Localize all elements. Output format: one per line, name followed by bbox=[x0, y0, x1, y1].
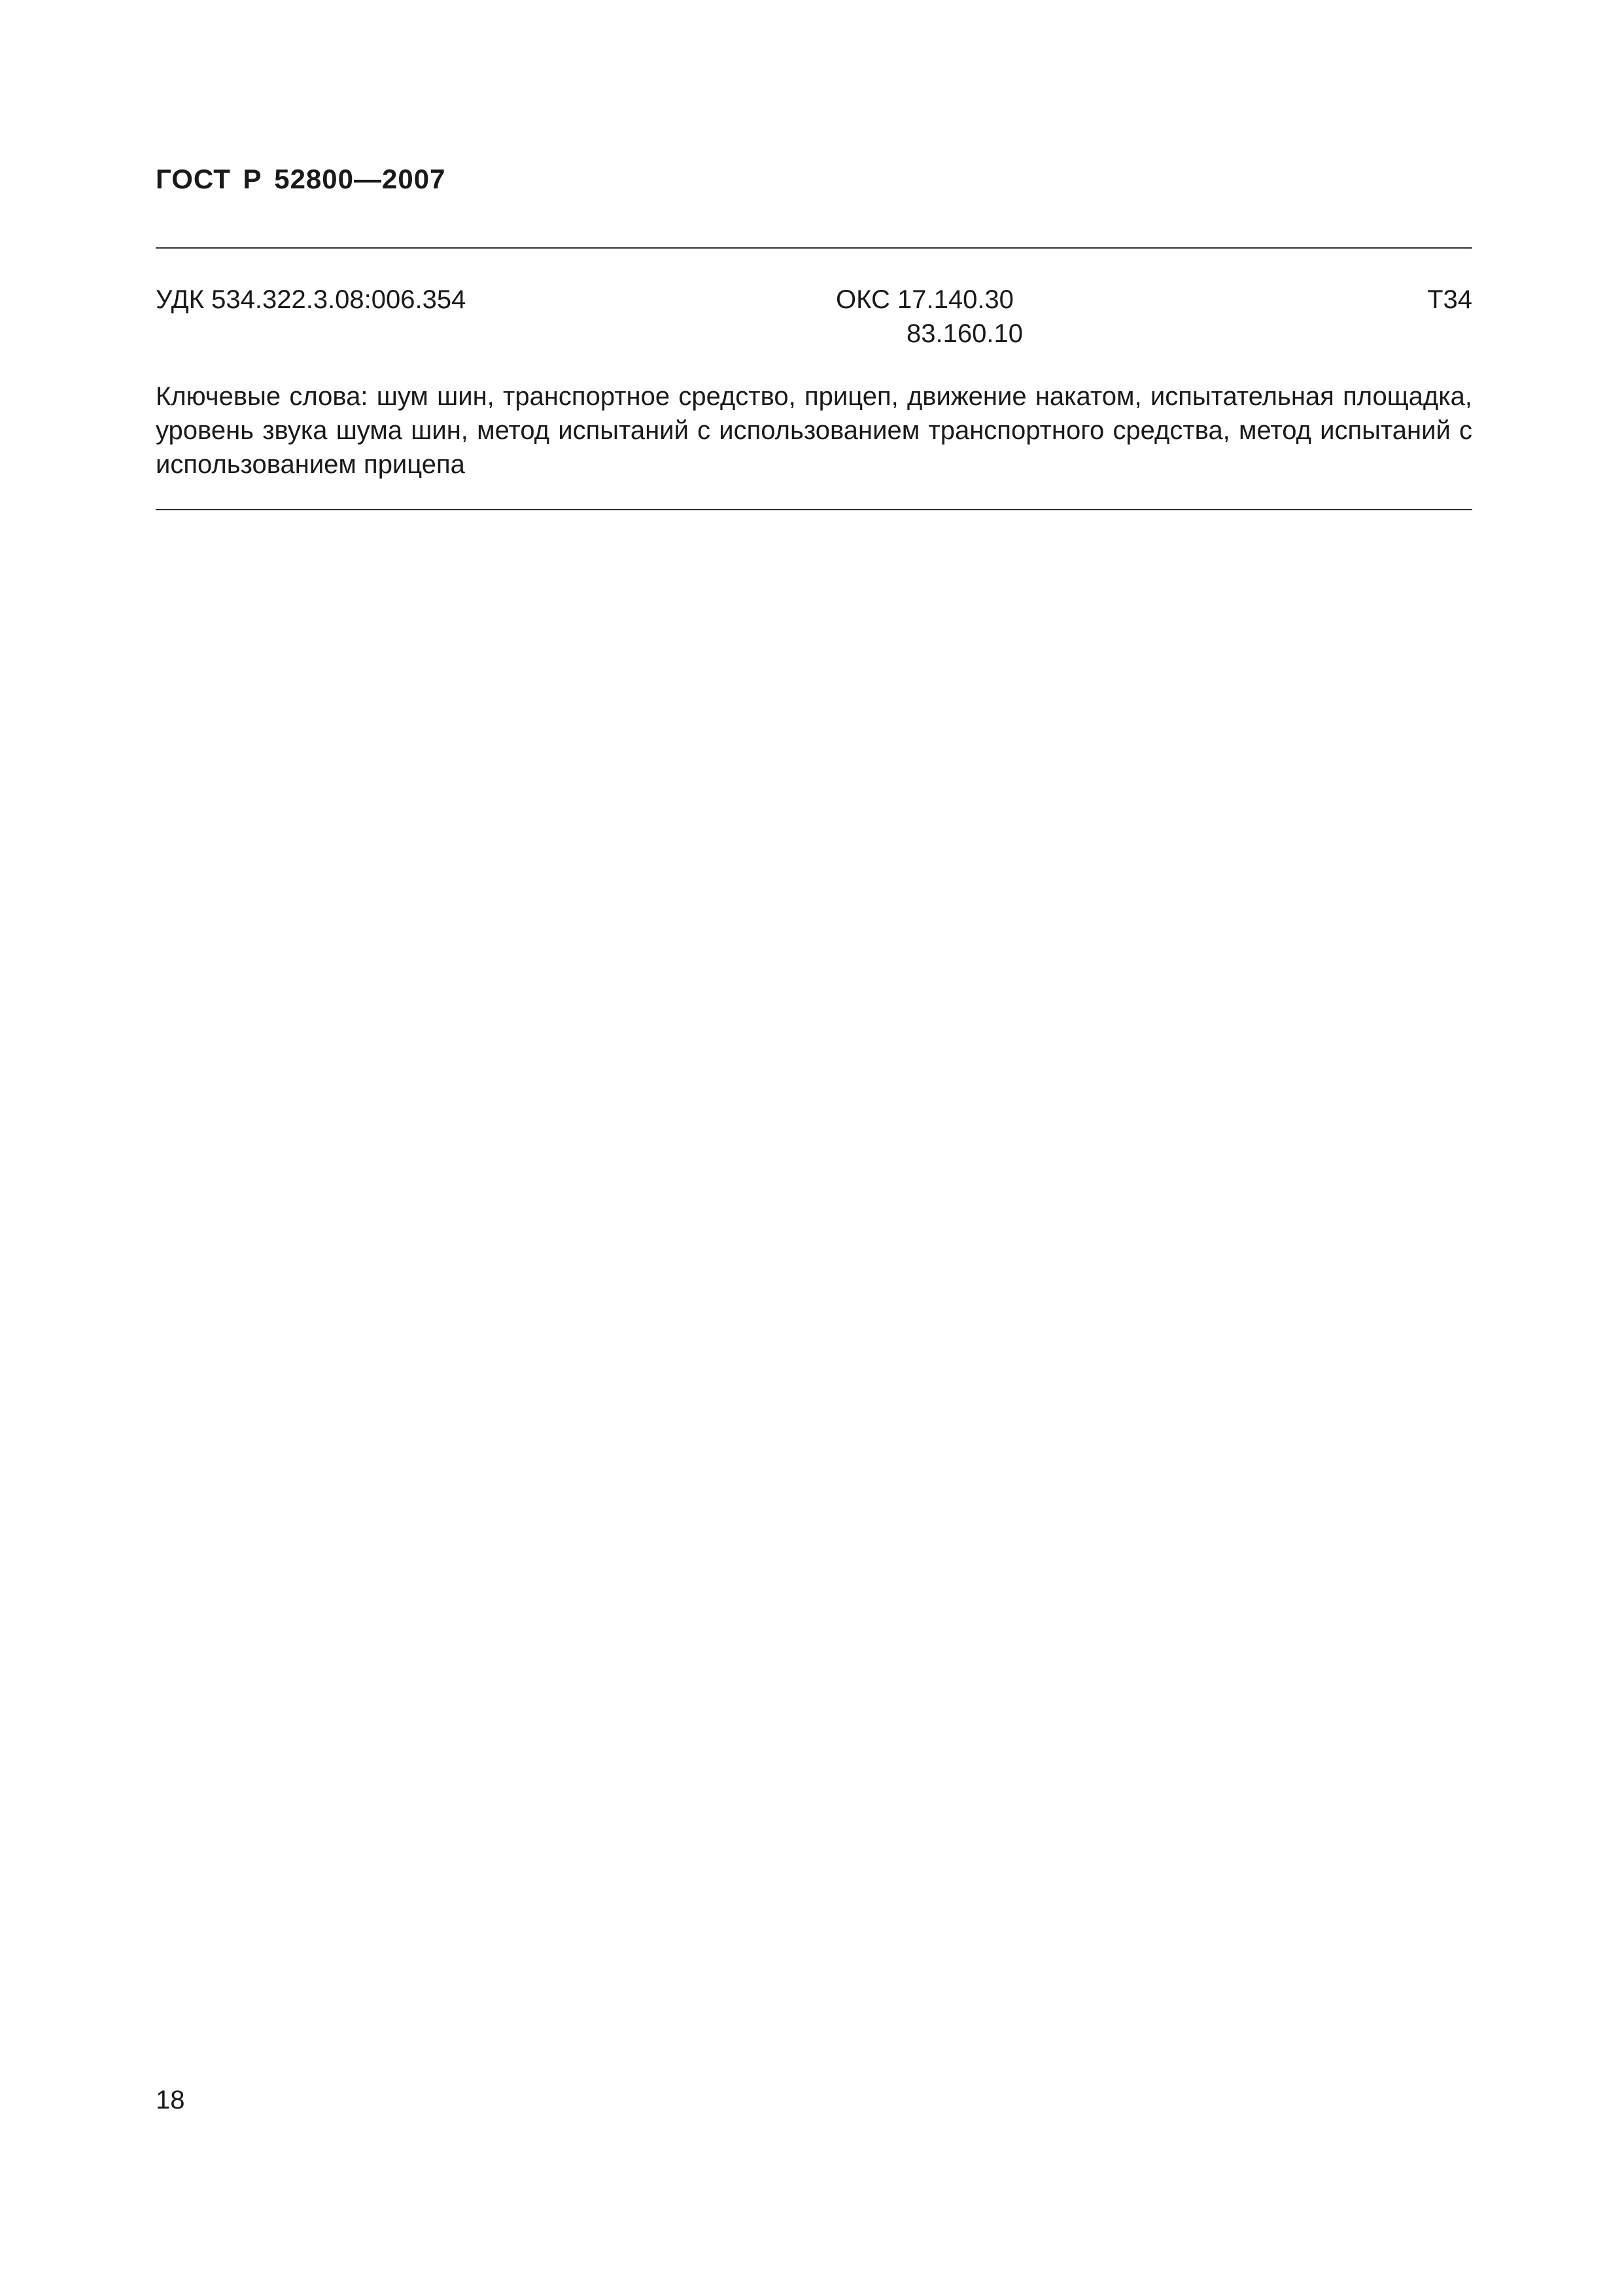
udk-code: УДК 534.322.3.08:006.354 bbox=[156, 285, 466, 314]
oks-code-line-1: ОКС 17.140.30 bbox=[836, 285, 1014, 314]
classification-row bbox=[156, 283, 1472, 355]
keywords-paragraph: Ключевые слова: шум шин, транспортное средство, прицеп, движение накатом, испытательная площадка, уровень звука шума шин, метод испытаний с использованием транспортного средства, метод испытаний с использованием прицепа bbox=[156, 382, 1472, 479]
oks-code-line-2: 83.160.10 bbox=[907, 319, 1023, 348]
oks-codes bbox=[836, 283, 1023, 351]
top-divider bbox=[156, 247, 1472, 249]
classifier-code: Т34 bbox=[1427, 285, 1472, 314]
page-number: 18 bbox=[156, 2086, 185, 2114]
bottom-divider bbox=[156, 509, 1472, 510]
page-header-standard-id: ГОСТ Р 52800—2007 bbox=[156, 164, 446, 194]
